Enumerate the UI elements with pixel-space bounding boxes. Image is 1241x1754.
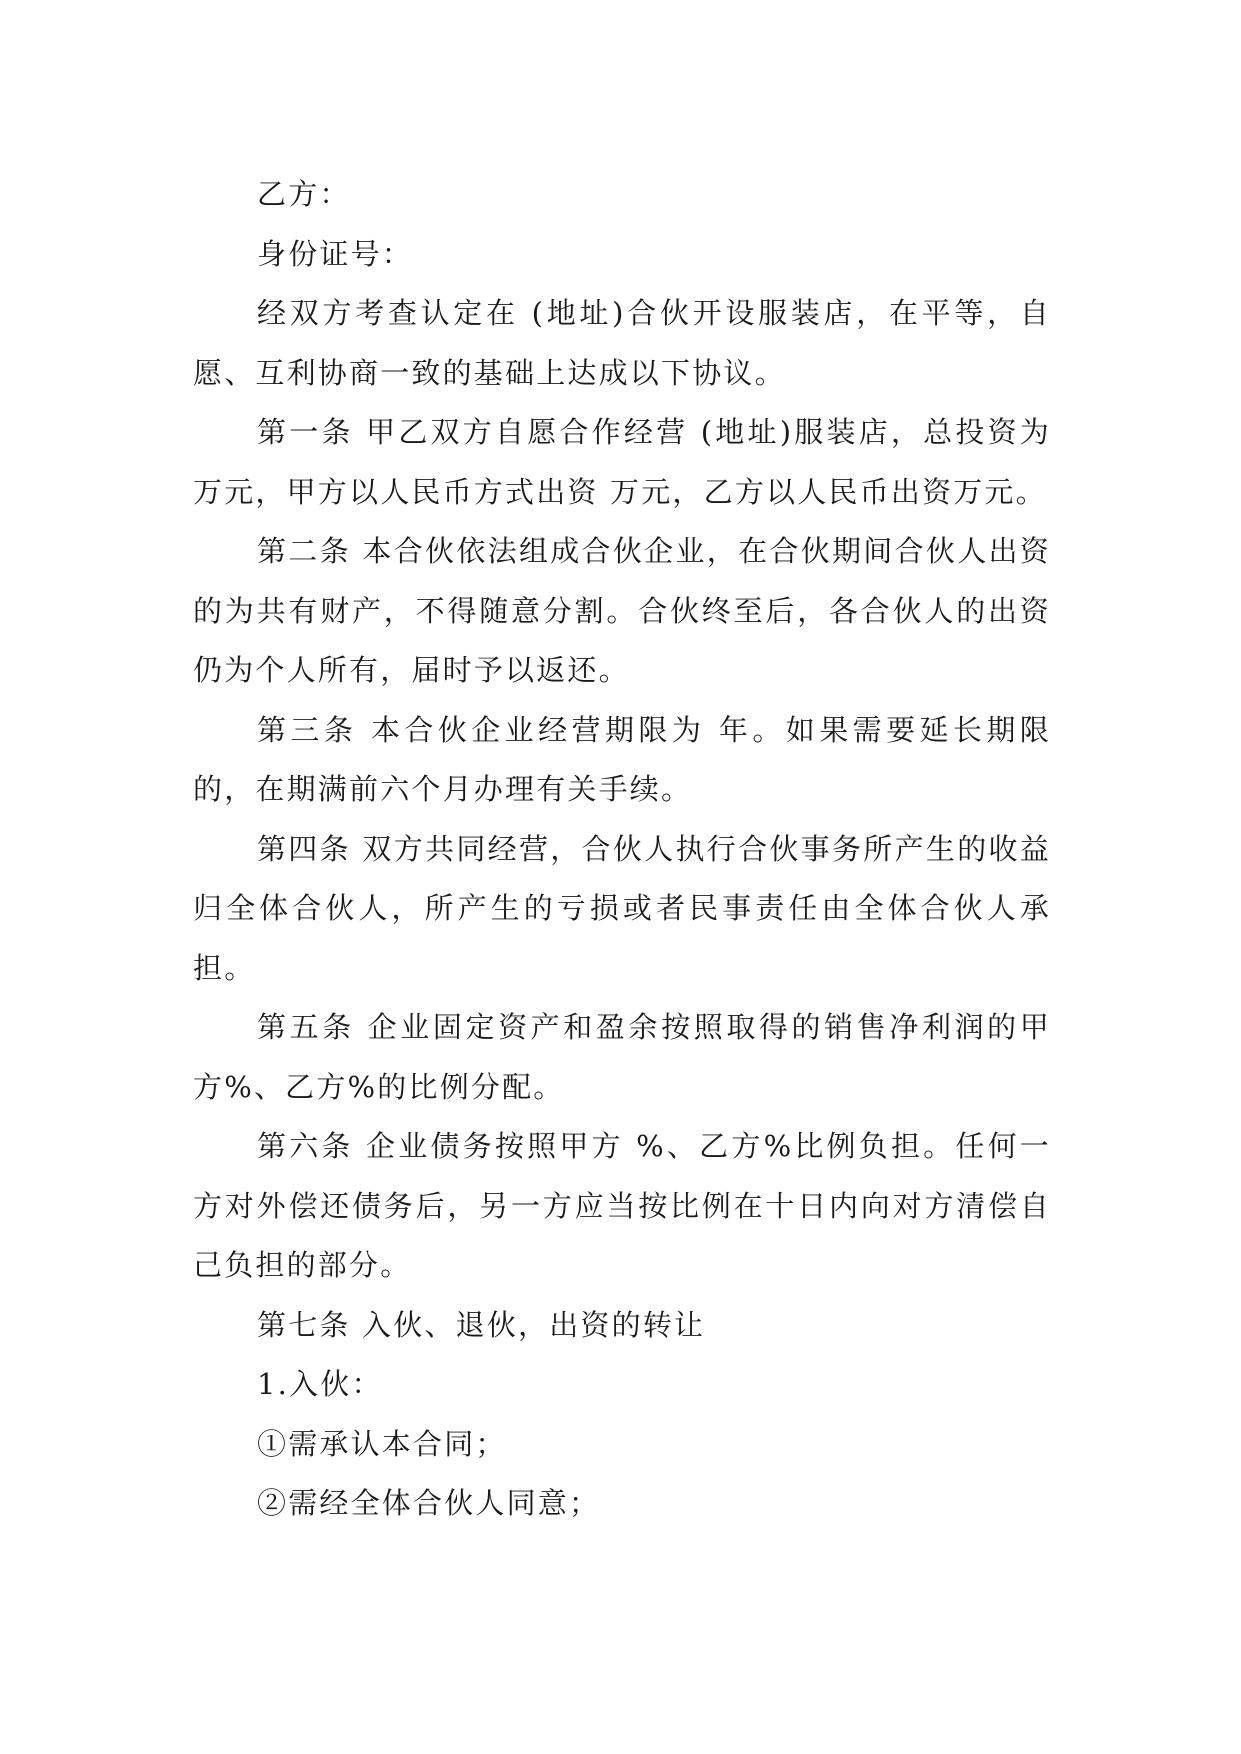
article-3: 第三条 本合伙企业经营期限为 年。如果需要延长期限的，在期满前六个月办理有关手续。 (193, 712, 1051, 806)
article-6: 第六条 企业债务按照甲方 %、乙方%比例负担。任何一方对外偿还债务后，另一方应当按比例在十日内向对方清偿自己负担的部分。 (193, 1129, 1051, 1282)
section-joining: 1.入伙： (257, 1367, 383, 1401)
list-item: ②需经全体合伙人同意； (257, 1486, 601, 1520)
article-7: 第七条 入伙、退伙，出资的转让 (257, 1307, 706, 1342)
article-5: 第五条 企业固定资产和盈余按照取得的销售净利润的甲方%、乙方%的比例分配。 (193, 1010, 1051, 1104)
id-number-label: 身份证号： (257, 236, 414, 271)
article-1: 第一条 甲乙双方自愿合作经营 (地址)服装店，总投资为万元，甲方以人民币方式出资 万元，乙方以人民币出资万元。 (193, 415, 1051, 509)
document-body (193, 165, 1051, 1534)
list-item: ①需承认本合同； (257, 1426, 507, 1461)
party-b-label: 乙方： (257, 177, 351, 211)
article-2: 第二条 本合伙依法组成合伙企业，在合伙期间合伙人出资的为共有财产，不得随意分割。合伙终至后，各合伙人的出资仍为个人所有，届时予以返还。 (193, 534, 1051, 687)
article-4: 第四条 双方共同经营，合伙人执行合伙事务所产生的收益归全体合伙人，所产生的亏损或者民事责任由全体合伙人承担。 (193, 831, 1051, 985)
preamble-paragraph: 经双方考查认定在 (地址)合伙开设服装店，在平等，自愿、互利协商一致的基础上达成以下协议。 (193, 296, 1051, 390)
